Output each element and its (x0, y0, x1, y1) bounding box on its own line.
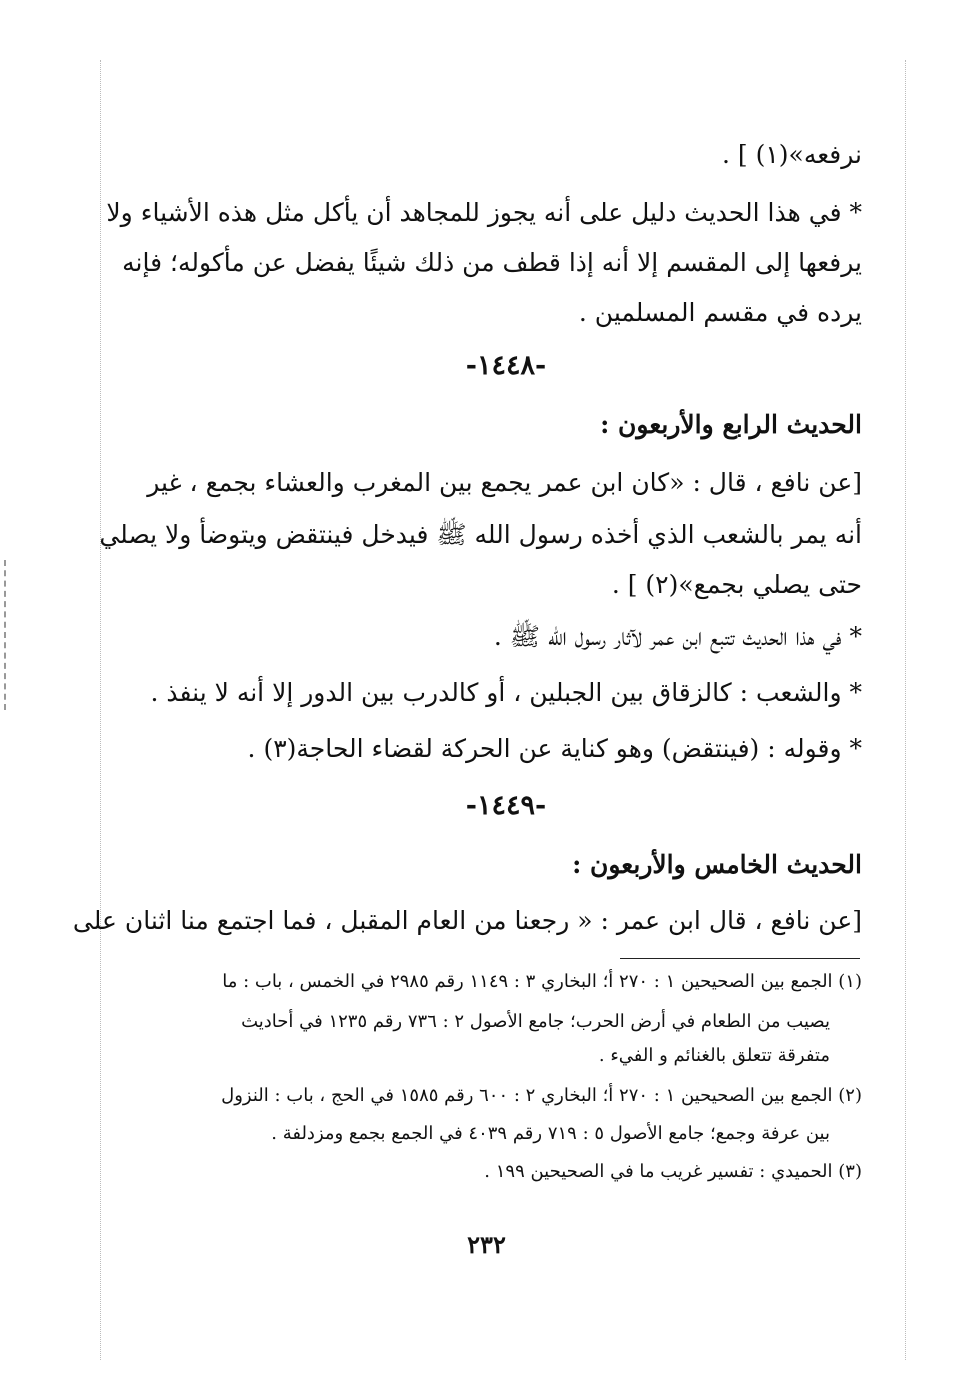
text-line: يرفعها إلى المقسم إلا أنه إذا قطف من ذلك شيئًا يفضل عن مأكوله؛ فإنه (122, 248, 862, 277)
scan-artifact-dots (4, 560, 6, 710)
commentary-line: * والشعب : كالزقاق بين الجبلين ، أو كالدرب بين الدور إلا أنه لا ينفذ . (150, 678, 862, 707)
text-line: * في هذا الحديث دليل على أنه يجوز للمجاهد أن يأكل مثل هذه الأشياء ولا (106, 198, 862, 227)
main-text (72, 0, 862, 950)
footnote-line: متفرقة تتعلق بالغنائم و الفيء . (598, 1045, 830, 1066)
text-line: يرده في مقسم المسلمين . (578, 298, 862, 327)
footnote-line: (٢) الجمع بين الصحيحين ١ : ٢٧٠ أ؛ البخاري ٢ : ٦٠٠ رقم ١٥٨٥ في الحج ، باب : النزول (221, 1085, 862, 1106)
footnote-line: بين عرفة وجمع؛ جامع الأصول ٥ : ٧١٩ رقم ٤٠٣٩ في الجمع بجمع ومزدلفة . (271, 1123, 830, 1144)
hadith-heading: الحديث الخامس والأربعون : (572, 850, 862, 879)
hadith-number: -١٤٤٨- (465, 350, 547, 381)
hadith-heading: الحديث الرابع والأربعون : (600, 410, 862, 439)
commentary-line: * وقوله : (فينتقض) وهو كناية عن الحركة لقضاء الحاجة(٣) . (247, 734, 862, 763)
hadith-number: -١٤٤٩- (465, 790, 547, 821)
commentary-line: * في هذا الحديث تتبع ابن عمر لآثار رسول الله ﷺ . (493, 622, 862, 651)
hadith-text-line: [عن نافع ، قال ابن عمر : « رجعنا من العام المقبل ، فما اجتمع منا اثنان على (72, 906, 862, 935)
scan-artifact-dots (905, 60, 906, 1360)
text-line: نرفعه»(١) ] . (721, 140, 862, 169)
page-number: ٢٣٢ (467, 1230, 506, 1259)
scan-artifact-dots (100, 60, 101, 1360)
hadith-text-line: أنه يمر بالشعب الذي أخذه رسول الله ﷺ فيدخل فينتقض ويتوضأ ولا يصلي (99, 520, 862, 549)
footnote-line: (٣) الحميدي : تفسير غريب ما في الصحيحين ١٩٩ . (484, 1161, 862, 1182)
hadith-text-line: [عن نافع ، قال : «كان ابن عمر يجمع بين المغرب والعشاء بجمع ، غير (147, 468, 862, 497)
footnote-line: (١) الجمع بين الصحيحين ١ : ٢٧٠ أ؛ البخاري ٣ : ١١٤٩ رقم ٢٩٨٥ في الخمس ، باب : ما (222, 971, 862, 992)
footnote-separator (620, 958, 860, 959)
hadith-text-line: حتى يصلي بجمع»(٢) ] . (611, 570, 862, 599)
footnote-line: يصيب من الطعام في أرض الحرب؛ جامع الأصول ٢ : ٧٣٦ رقم ١٢٣٥ في أحاديث (241, 1011, 830, 1032)
